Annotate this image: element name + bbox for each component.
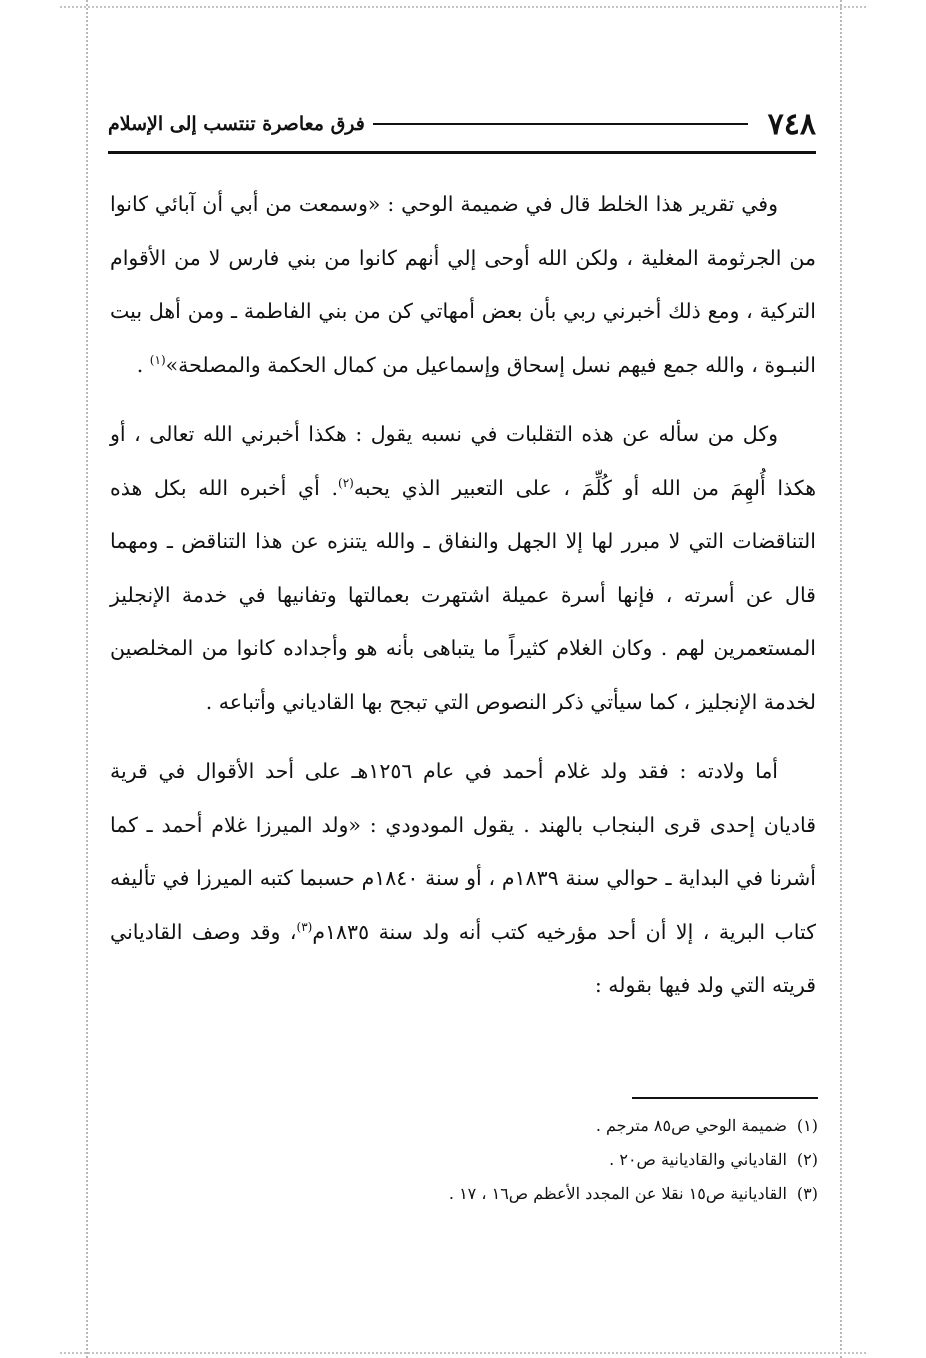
main-text xyxy=(110,178,816,1029)
paragraph xyxy=(110,178,816,392)
paragraph-tail: . xyxy=(136,352,150,377)
scan-dotted-guide-bottom xyxy=(60,1352,866,1354)
scan-dotted-guide-left xyxy=(86,0,88,1358)
paragraph-tail: ، وقد وصف القادياني قريته التي ولد فيها بقوله : xyxy=(110,919,816,997)
footnote-number: (١) xyxy=(796,1116,818,1135)
footnote xyxy=(110,1109,818,1143)
footnote-number: (٣) xyxy=(796,1184,818,1203)
footnote xyxy=(110,1177,818,1211)
paragraph-text: وكل من سأله عن هذه التقلبات في نسبه يقول : هكذا أخبرني الله تعالى ، أو هكذا أُلهِمَ من الله أو كُلِّمَ ، على التعبير الذي يحبه xyxy=(110,422,816,500)
footnote-ref: (١) xyxy=(149,352,166,367)
header-rule xyxy=(373,123,748,125)
footnote-number: (٢) xyxy=(796,1150,818,1169)
paragraph-text: وفي تقرير هذا الخلط قال في ضميمة الوحي : «وسمعت من أبي أن آبائي كانوا من الجرثومة المغلية ، ولكن الله أوحى إلي أنهم كانوا من بني فارس لا من الأقوام التركية ، ومع ذلك أخبرني ربي بأن بعض أمهاتي كن من بني الفاطمة ـ ومن أهل بيت النبـوة ، والله جمع فيهم نسل إسحاق وإسماعيل من كمال الحكمة والمصلحة» xyxy=(110,192,816,377)
scan-dotted-guide-top xyxy=(60,6,866,8)
page-header xyxy=(108,104,816,144)
footnote-text: ضميمة الوحي ص٨٥ مترجم . xyxy=(595,1116,787,1135)
header-underline xyxy=(108,151,816,154)
footnotes xyxy=(110,1109,818,1211)
footnote xyxy=(110,1143,818,1177)
footnote-ref: (٣) xyxy=(296,919,313,934)
paragraph-text: أما ولادته : فقد ولد غلام أحمد في عام ١٢٥٦هـ على أحد الأقوال في قرية قاديان إحدى قرى البنجاب بالهند . يقول المودودي : «ولد الميرزا غلام أحمد ـ كما أشرنا في البداية ـ حوالي سنة ١٨٣٩م ، أو سنة ١٨٤٠م حسبما كتبه الميرزا في تأليفه كتاب البرية ، إلا أن أحد مؤرخيه كتب أنه ولد سنة ١٨٣٥م xyxy=(110,759,816,944)
footnote-text: القاديانية ص١٥ نقلا عن المجدد الأعظم ص١٦ ، ١٧ . xyxy=(448,1184,787,1203)
paragraph-tail: . أي أخبره الله بكل هذه التناقضات التي لا مبرر لها إلا الجهل والنفاق ـ والله يتنزه عن هذا التناقض ـ ومهما قال عن أسرته ، فإنها أسرة عميلة اشتهرت بعمالتها وتفانيها في خدمة الإنجليز المستعمرين لهم . وكان الغلام كثيراً ما يتباهى بأنه هو وأجداده كانوا من المخلصين لخدمة الإنجليز ، كما سيأتي ذكر النصوص التي تبجح بها القادياني وأتباعه . xyxy=(110,475,816,714)
running-title: فرق معاصرة تنتسب إلى الإسلام xyxy=(108,113,365,135)
page-number: ٧٤٨ xyxy=(767,106,816,142)
paragraph xyxy=(110,408,816,729)
footnote-text: القادياني والقاديانية ص٢٠ . xyxy=(609,1150,787,1169)
paragraph xyxy=(110,745,816,1013)
footnote-separator xyxy=(632,1097,818,1099)
scan-dotted-guide-right xyxy=(840,0,842,1358)
footnote-ref: (٢) xyxy=(338,475,354,490)
